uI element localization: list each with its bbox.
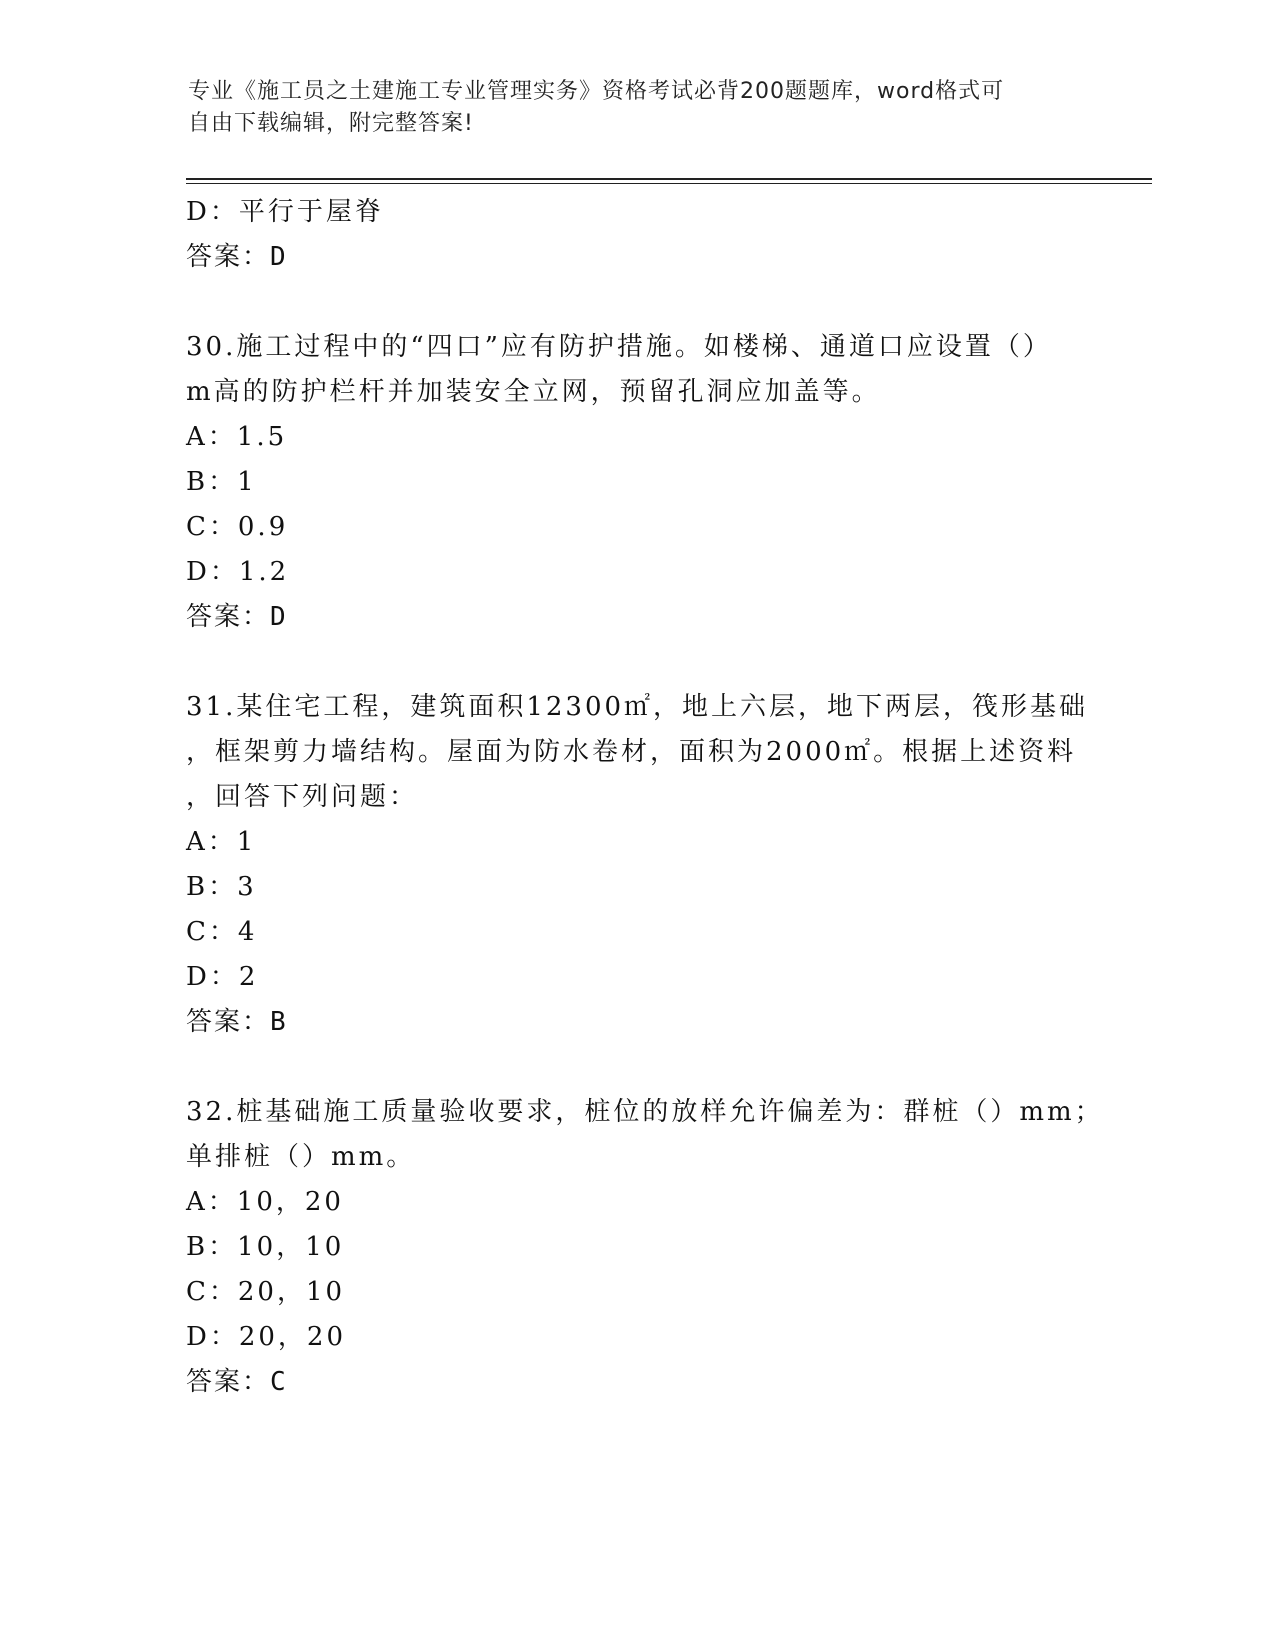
header-divider-thick <box>186 178 1152 180</box>
spacer <box>186 640 1066 685</box>
option-b: B：3 <box>186 872 257 902</box>
option-d: D：20，20 <box>186 1322 347 1352</box>
question-32 <box>186 1090 1104 1405</box>
answer-label: 答案： <box>186 1367 271 1397</box>
question-30 <box>186 325 1066 640</box>
option-c: C：0.9 <box>186 512 289 542</box>
option-d: D：平行于屋脊 <box>186 197 384 227</box>
answer-value: D <box>270 242 288 272</box>
answer-value: C <box>270 1367 288 1397</box>
answer-label: 答案： <box>186 1007 271 1037</box>
answer-label: 答案： <box>186 242 271 272</box>
option-a: A：10，20 <box>186 1187 344 1217</box>
answer-line <box>186 1000 1066 1045</box>
header-line-2: 自由下载编辑，附完整答案! <box>188 111 474 136</box>
question-31 <box>186 685 1089 1045</box>
option-c: C：4 <box>186 917 258 947</box>
answer-label: 答案： <box>186 602 271 632</box>
header-divider-thin <box>186 183 1152 184</box>
document-header <box>188 76 1068 140</box>
answer-line <box>186 1360 1066 1405</box>
spacer <box>186 1045 1066 1090</box>
question-stem-line: 单排桩（）mm。 <box>186 1142 416 1172</box>
answer-value: D <box>270 602 288 632</box>
option-d: D：2 <box>186 962 259 992</box>
option-c: C：20，10 <box>186 1277 346 1307</box>
option-a: A：1 <box>186 827 257 857</box>
option-d: D：1.2 <box>186 557 290 587</box>
answer-value: B <box>270 1007 288 1037</box>
answer-line <box>186 235 1066 280</box>
header-line-1: 专业《施工员之土建施工专业管理实务》资格考试必背200题题库，word格式可 <box>188 79 1005 104</box>
option-b: B：10，10 <box>186 1232 345 1262</box>
question-stem-line: ，回答下列问题： <box>186 782 419 812</box>
question-stem-line: 31.某住宅工程，建筑面积12300㎡，地上六层，地下两层，筏形基础 <box>186 692 1089 722</box>
question-stem-line: m高的防护栏杆并加装安全立网，预留孔洞应加盖等。 <box>186 377 881 407</box>
prev-question-tail <box>186 190 1066 280</box>
question-stem-line: ，框架剪力墙结构。屋面为防水卷材，面积为2000㎡。根据上述资料 <box>186 737 1077 767</box>
option-b: B：1 <box>186 467 257 497</box>
question-stem-line: 30.施工过程中的“四口”应有防护措施。如楼梯、通道口应设置（） <box>186 332 1052 362</box>
answer-line <box>186 595 1066 640</box>
spacer <box>186 280 1066 325</box>
question-stem-line: 32.桩基础施工质量验收要求，桩位的放样允许偏差为：群桩（）mm； <box>186 1097 1104 1127</box>
option-a: A：1.5 <box>186 422 288 452</box>
question-list <box>186 190 1104 1405</box>
